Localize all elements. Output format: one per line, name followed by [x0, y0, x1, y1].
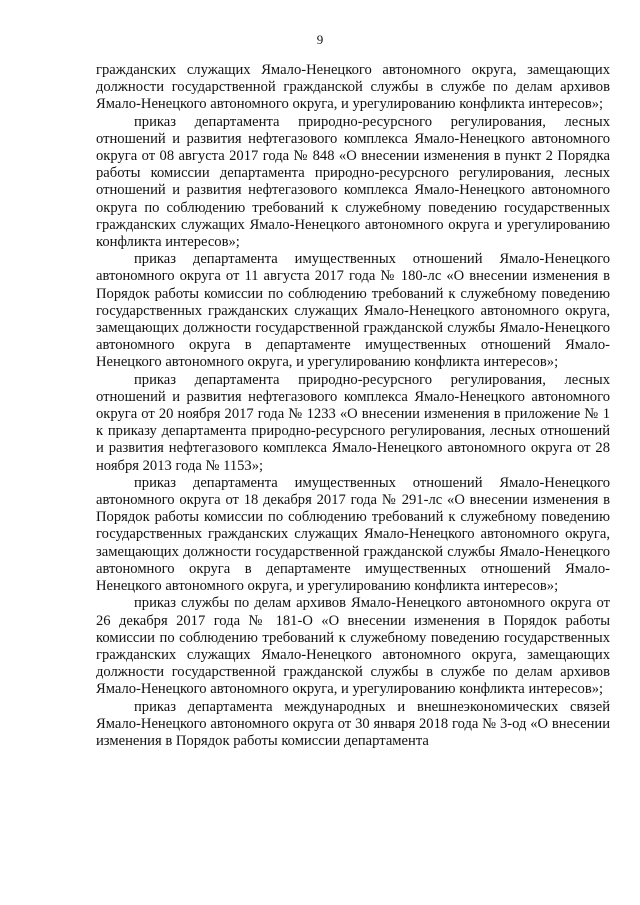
paragraph-order-180-ls: приказ департамента имущественных отношений Ямало-Ненецкого автономного округа от 11 августа 2017 года № 180-лс «О внесении изменения в Порядок работы комиссии по соблюдению требований к служебному поведению государственных гражданских служащих Ямало-Ненецкого автономного округа, замещающих должности государственной гражданской службы Ямало-Ненецкого автономного округа в департаменте имущественных отношений Ямало-Ненецкого автономного округа, и урегулированию конфликта интересов»;: [96, 251, 610, 371]
page-number: 9: [316, 32, 324, 47]
document-body: [96, 62, 610, 750]
paragraph-order-181-o: приказ службы по делам архивов Ямало-Ненецкого автономного округа от 26 декабря 2017 года № 181-О «О внесении изменения в Порядок работы комиссии по соблюдению требований к служебному поведению государственных гражданских служащих Ямало-Ненецкого автономного округа, замещающих должности государственной гражданской службы в службе по делам архивов Ямало-Ненецкого автономного округа, и урегулированию конфликта интересов»;: [96, 595, 610, 698]
paragraph-order-291-ls: приказ департамента имущественных отношений Ямало-Ненецкого автономного округа от 18 декабря 2017 года № 291-лс «О внесении изменения в Порядок работы комиссии по соблюдению требований к служебному поведению государственных гражданских служащих Ямало-Ненецкого автономного округа, замещающих должности государственной гражданской службы Ямало-Ненецкого автономного округа в департаменте имущественных отношений Ямало-Ненецкого автономного округа, и урегулированию конфликта интересов»;: [96, 474, 610, 595]
paragraph-continued: гражданских служащих Ямало-Ненецкого автономного округа, замещающих должности государственной гражданской службы в службе по делам архивов Ямало-Ненецкого автономного округа, и урегулированию конфликта интересов»;: [96, 62, 610, 113]
paragraph-order-3-od: приказ департамента международных и внешнеэкономических связей Ямало-Ненецкого автономного округа от 30 января 2018 года № 3-од «О внесении изменения в Порядок работы комиссии департамента: [96, 698, 610, 749]
paragraph-order-1233: приказ департамента природно-ресурсного регулирования, лесных отношений и развития нефтегазового комплекса Ямало-Ненецкого автономного округа от 20 ноября 2017 года № 1233 «О внесении изменения в приложение № 1 к приказу департамента природно-ресурсного регулирования, лесных отношений и развития нефтегазового комплекса Ямало-Ненецкого автономного округа от 28 ноября 2013 года № 1153»;: [96, 371, 610, 474]
paragraph-order-848: приказ департамента природно-ресурсного регулирования, лесных отношений и развития нефтегазового комплекса Ямало-Ненецкого автономного округа от 08 августа 2017 года № 848 «О внесении изменения в пункт 2 Порядка работы комиссии департамента природно-ресурсного регулирования, лесных отношений и развития нефтегазового комплекса Ямало-Ненецкого автономного округа по соблюдению требований к служебному поведению государственных гражданских служащих Ямало-Ненецкого автономного округа и урегулированию конфликта интересов»;: [96, 113, 610, 251]
